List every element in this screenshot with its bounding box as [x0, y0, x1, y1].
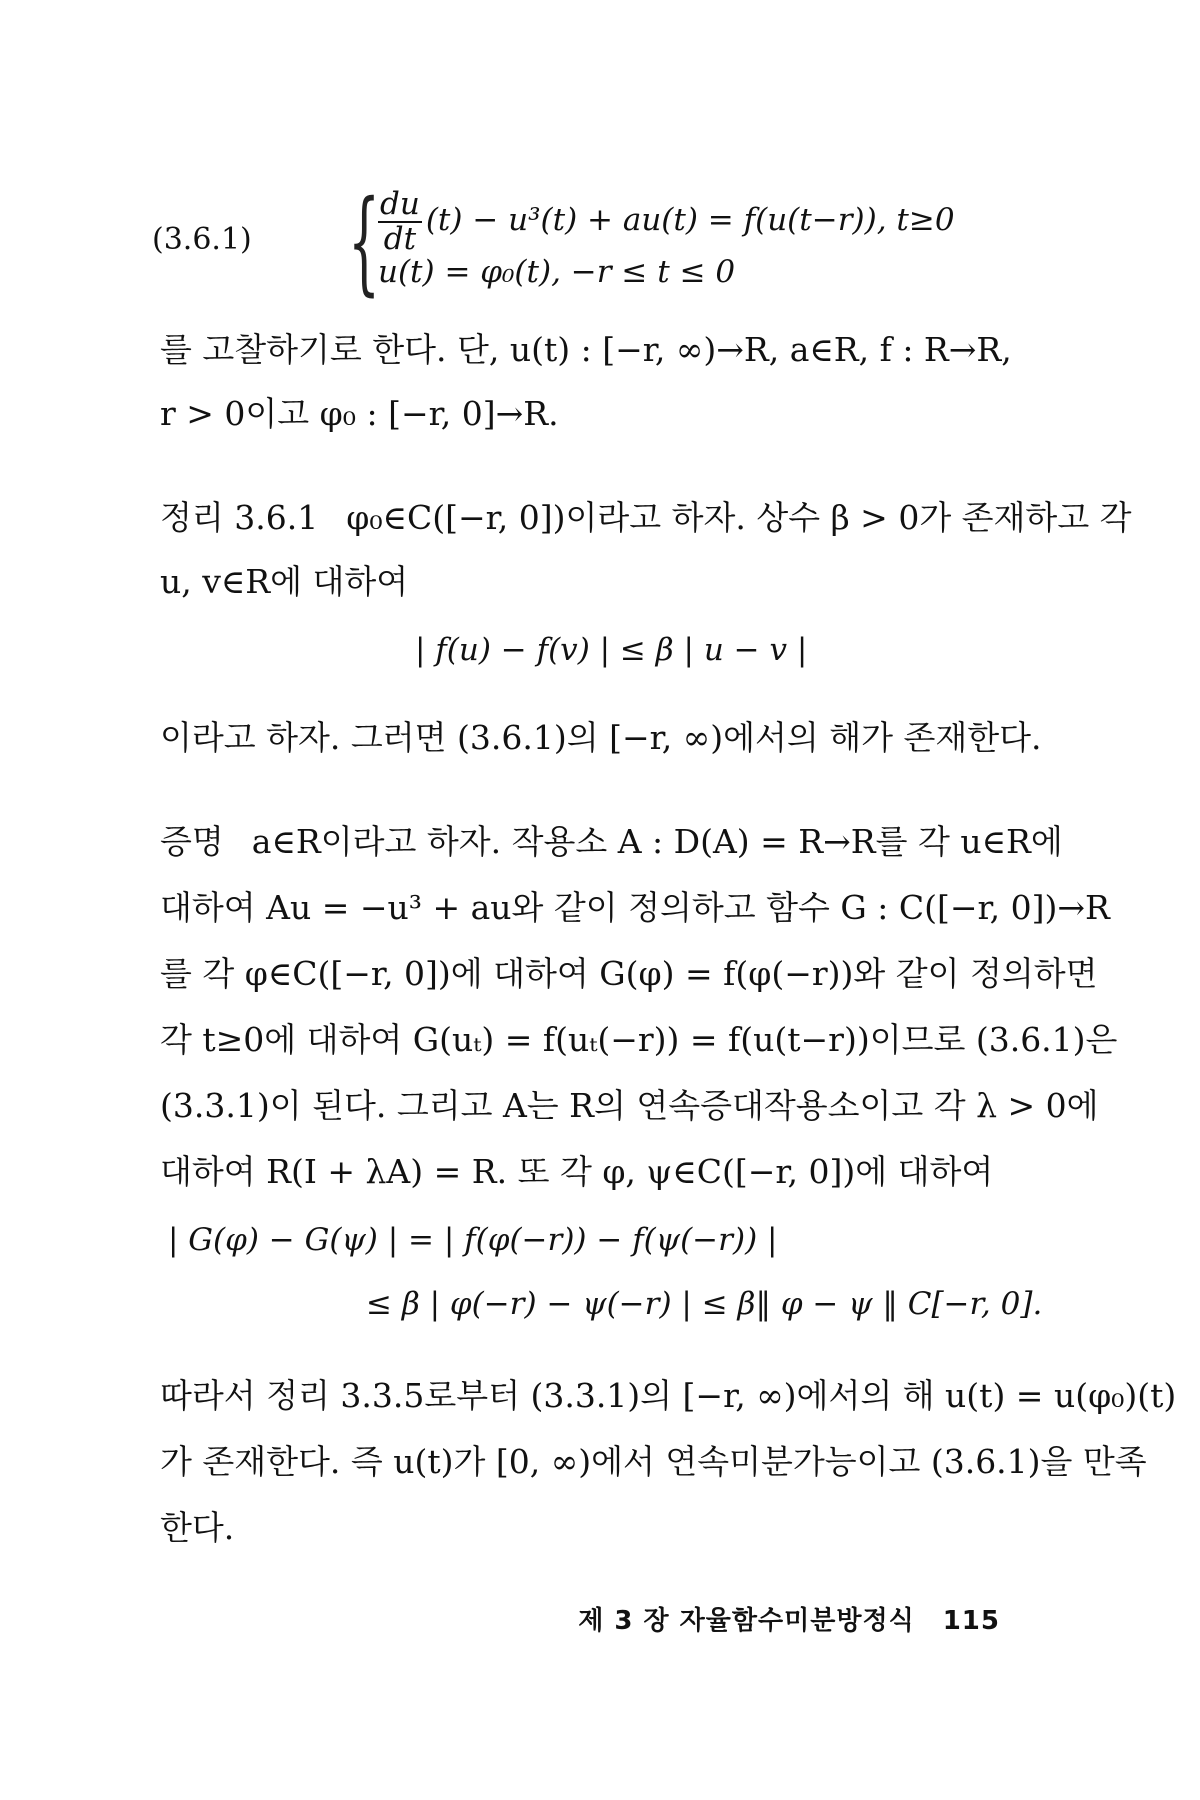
conclusion-line-2: 가 존재한다. 즉 u(t)가 [0, ∞)에서 연속미분가능이고 (3.6.1)을 만족 [160, 1442, 1147, 1481]
estimate-line-2: ≤ β | φ(−r) − ψ(−r) | ≤ β‖ φ − ψ ‖ C[−r, 0]. [366, 1286, 1043, 1322]
page-number: 115 [942, 1606, 1000, 1636]
theorem-label: 정리 3.6.1 [160, 498, 319, 537]
theorem-text-1: φ₀∈C([−r, 0])이라고 하자. 상수 β > 0가 존재하고 각 [346, 498, 1132, 537]
page-footer [578, 1600, 1000, 1637]
fraction-denominator: dt [383, 220, 417, 257]
proof-line-5: (3.3.1)이 된다. 그리고 A는 R의 연속증대작용소이고 각 λ > 0에 [160, 1086, 1099, 1125]
proof-line-3: 를 각 φ∈C([−r, 0])에 대하여 G(φ) = f(φ(−r))와 같이 정의하면 [160, 954, 1098, 993]
equation-line-2: u(t) = φ₀(t), −r ≤ t ≤ 0 [378, 254, 736, 290]
conclusion-line-3: 한다. [160, 1508, 235, 1547]
intro-line-2: r > 0이고 φ₀ : [−r, 0]→R. [160, 394, 559, 433]
conclusion-line-1: 따라서 정리 3.3.5로부터 (3.3.1)의 [−r, ∞)에서의 해 u(t) = u(φ₀)(t) [160, 1376, 1177, 1415]
equation-number: (3.6.1) [152, 222, 252, 257]
proof-label: 증명 [160, 822, 224, 861]
lipschitz-condition: | f(u) − f(v) | ≤ β | u − v | [415, 632, 808, 668]
intro-line-1: 를 고찰하기로 한다. 단, u(t) : [−r, ∞)→R, a∈R, f : R→R, [160, 330, 1012, 369]
equation-line-1 [378, 188, 955, 255]
theorem-line-2: u, v∈R에 대하여 [160, 562, 409, 601]
derivative-fraction [378, 188, 422, 255]
proof-line-2: 대하여 Au = −u³ + au와 같이 정의하고 함수 G : C([−r, 0])→R [160, 888, 1110, 927]
proof-text-1: a∈R이라고 하자. 작용소 A : D(A) = R→R를 각 u∈R에 [251, 822, 1063, 861]
left-brace: { [348, 177, 381, 307]
theorem-line-1 [160, 486, 1132, 550]
theorem-line-3: 이라고 하자. 그러면 (3.6.1)의 [−r, ∞)에서의 해가 존재한다. [160, 718, 1042, 757]
chapter-title: 제 3 장 자율함수미분방정식 [578, 1606, 915, 1636]
equation-line-1-rest: (t) − u³(t) + au(t) = f(u(t−r)), t≥0 [425, 202, 955, 239]
proof-line-4: 각 t≥0에 대하여 G(uₜ) = f(uₜ(−r)) = f(u(t−r))이므로 (3.6.1)은 [160, 1020, 1118, 1059]
proof-line-6: 대하여 R(I + λA) = R. 또 각 φ, ψ∈C([−r, 0])에 대하여 [160, 1152, 994, 1191]
estimate-line-1: | G(φ) − G(ψ) | = | f(φ(−r)) − f(ψ(−r)) | [168, 1222, 778, 1258]
proof-line-1 [160, 810, 1063, 874]
fraction-numerator: du [380, 186, 420, 222]
